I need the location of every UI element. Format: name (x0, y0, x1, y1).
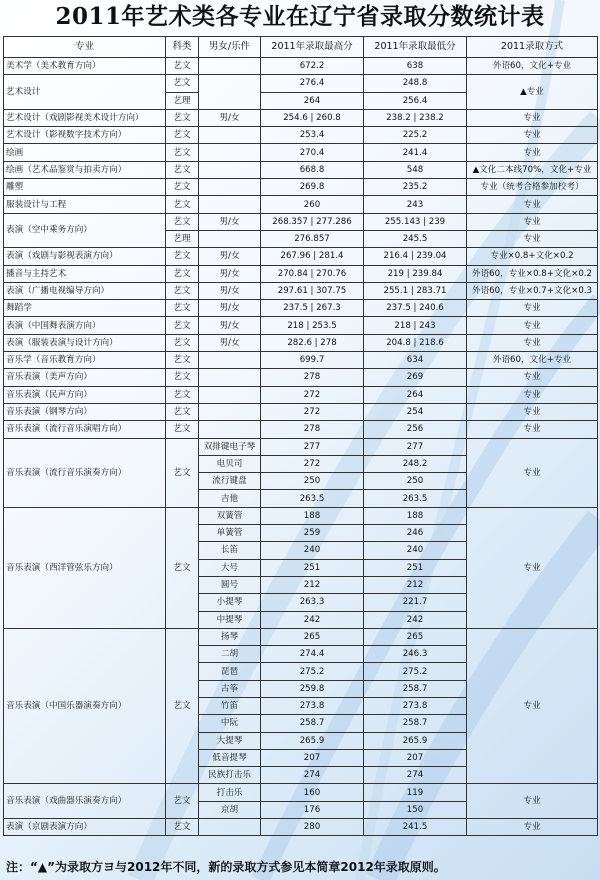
table-cell: 216.4 | 239.04 (364, 248, 467, 265)
table-cell: 舞蹈学 (4, 300, 166, 317)
table-row (4, 109, 598, 126)
table-cell: 外语60，专业×0.8+文化×0.2 (467, 265, 598, 282)
table-cell: 160 (261, 784, 364, 801)
table-cell: 男/女 (199, 213, 261, 230)
table-cell: 打击乐 (199, 784, 261, 801)
table-cell (199, 144, 261, 161)
table-cell: 297.61 | 307.75 (261, 282, 364, 299)
table-cell (199, 161, 261, 178)
table-cell: 225.2 (364, 127, 467, 144)
table-cell: 235.2 (364, 179, 467, 196)
table-cell: 艺文 (166, 213, 199, 230)
table-cell: 流行键盘 (199, 473, 261, 490)
table-cell: 外语60，文化+专业 (467, 352, 598, 369)
table-cell: 男/女 (199, 334, 261, 351)
table-cell: 270.84 | 270.76 (261, 265, 364, 282)
table-cell: 音乐表演（中国乐器演奏方向） (4, 628, 166, 784)
table-row (4, 369, 598, 386)
table-cell: 263.5 (364, 490, 467, 507)
table-cell (199, 58, 261, 75)
table-row (4, 144, 598, 161)
table-cell: 219 | 239.84 (364, 265, 467, 282)
score-table (3, 36, 598, 836)
table-cell: 246 (364, 525, 467, 542)
table-cell: 258.7 (364, 715, 467, 732)
table-cell: 专业 (467, 369, 598, 386)
table-row (4, 179, 598, 196)
table-cell: 音乐表演（戏曲器乐演奏方向） (4, 784, 166, 819)
table-cell: 274 (261, 767, 364, 784)
table-cell: 艺文 (166, 369, 199, 386)
table-cell: 专业 (467, 334, 598, 351)
table-row (4, 819, 598, 836)
header-admission-method: 2011录取方式 (467, 37, 598, 58)
header-major: 专业 (4, 37, 166, 58)
table-cell: 绘画（艺术品鉴赏与拍卖方向） (4, 161, 166, 178)
table-cell: 668.8 (261, 161, 364, 178)
table-cell: 艺文 (166, 75, 199, 92)
table-cell: 竹笛 (199, 697, 261, 714)
table-cell: 音乐表演（民声方向） (4, 386, 166, 403)
table-cell: 艺文 (166, 628, 199, 784)
table-cell: 119 (364, 784, 467, 801)
table-cell: 268.357 | 277.286 (261, 213, 364, 230)
table-cell: 二胡 (199, 646, 261, 663)
header-min-score: 2011年录取最低分 (364, 37, 467, 58)
table-cell: 243 (364, 196, 467, 213)
table-cell: 表演（广播电视编导方向） (4, 282, 166, 299)
table-cell: 民族打击乐 (199, 767, 261, 784)
table-cell: 188 (261, 507, 364, 524)
table-cell: 专业 (467, 421, 598, 438)
table-row (4, 386, 598, 403)
table-cell (199, 196, 261, 213)
table-cell: 218 | 243 (364, 317, 467, 334)
table-cell: 277 (364, 438, 467, 455)
table-cell: 表演（戏剧与影视表演方向） (4, 248, 166, 265)
table-cell: 237.5 | 267.3 (261, 300, 364, 317)
table-cell: 音乐表演（流行音乐演唱方向） (4, 421, 166, 438)
table-cell: 272 (261, 455, 364, 472)
table-cell: 672.2 (261, 58, 364, 75)
table-cell: 265 (364, 628, 467, 645)
table-cell: 艺理 (166, 230, 199, 247)
table-row (4, 317, 598, 334)
table-cell: 中提琴 (199, 611, 261, 628)
table-cell: 艺文 (166, 352, 199, 369)
table-cell: 150 (364, 801, 467, 818)
table-cell: 专业（统考合格参加校考） (467, 179, 598, 196)
table-header-row (4, 37, 598, 58)
table-row (4, 421, 598, 438)
table-cell: 265.9 (364, 732, 467, 749)
table-cell: 艺文 (166, 127, 199, 144)
table-cell: 240 (364, 542, 467, 559)
table-cell: 音乐表演（美声方向） (4, 369, 166, 386)
table-cell: 634 (364, 352, 467, 369)
table-cell: 音乐表演（西洋管弦乐方向） (4, 507, 166, 628)
table-cell: 278 (261, 369, 364, 386)
table-cell: 280 (261, 819, 364, 836)
table-cell: 269 (364, 369, 467, 386)
table-cell: 艺文 (166, 403, 199, 420)
table-cell: 548 (364, 161, 467, 178)
table-cell: 259 (261, 525, 364, 542)
table-row (4, 403, 598, 420)
page-title: 2011年艺术类各专业在辽宁省录取分数统计表 (55, 3, 545, 30)
table-cell (199, 75, 261, 110)
table-cell: 258.7 (261, 715, 364, 732)
table-cell: 艺文 (166, 179, 199, 196)
table-cell: 艺文 (166, 438, 199, 507)
table-cell: 音乐学（音乐教育方向） (4, 352, 166, 369)
table-cell: 204.8 | 218.6 (364, 334, 467, 351)
table-cell: 242 (261, 611, 364, 628)
table-cell: 256.4 (364, 92, 467, 109)
table-cell: ▲文化二本线70%，文化+专业 (467, 161, 598, 178)
table-cell: 艺文 (166, 317, 199, 334)
table-cell: 京胡 (199, 801, 261, 818)
table-cell: 美术学（美术教育方向） (4, 58, 166, 75)
table-cell: 254.6 | 260.8 (261, 109, 364, 126)
table-cell: 双排键电子琴 (199, 438, 261, 455)
table-cell: 男/女 (199, 109, 261, 126)
table-cell: 专业×0.8+文化×0.2 (467, 248, 598, 265)
header-max-score: 2011年录取最高分 (261, 37, 364, 58)
table-cell: 218 | 253.5 (261, 317, 364, 334)
table-cell: 254 (364, 403, 467, 420)
table-cell: 282.6 | 278 (261, 334, 364, 351)
table-cell: 琵琶 (199, 663, 261, 680)
table-row (4, 248, 598, 265)
table-row (4, 352, 598, 369)
table-cell: 扬琴 (199, 628, 261, 645)
table-cell: 274.4 (261, 646, 364, 663)
table-cell: 艺文 (166, 265, 199, 282)
table-cell: 低音提琴 (199, 749, 261, 766)
table-cell (199, 421, 261, 438)
table-cell: 表演（空中乘务方向） (4, 213, 166, 248)
table-cell: 256 (364, 421, 467, 438)
table-cell: 248.8 (364, 75, 467, 92)
table-cell: 音乐表演（流行音乐演奏方向） (4, 438, 166, 507)
header-gender-instrument: 男女/乐件 (199, 37, 261, 58)
table-cell: 273.8 (364, 697, 467, 714)
table-cell: 专业 (467, 507, 598, 628)
table-cell: 表演（京剧表演方向） (4, 819, 166, 836)
table-cell: 服装设计与工程 (4, 196, 166, 213)
table-cell: 270.4 (261, 144, 364, 161)
table-cell: 699.7 (261, 352, 364, 369)
table-cell: 大提琴 (199, 732, 261, 749)
table-cell: 专业 (467, 628, 598, 784)
table-row (4, 196, 598, 213)
table-row (4, 282, 598, 299)
table-cell: 265.9 (261, 732, 364, 749)
table-row (4, 127, 598, 144)
table-cell: 260 (261, 196, 364, 213)
table-cell: 专业 (467, 403, 598, 420)
table-cell: 艺文 (166, 784, 199, 819)
table-cell: 277 (261, 438, 364, 455)
table-cell: 吉他 (199, 490, 261, 507)
table-cell: 古筝 (199, 680, 261, 697)
table-cell: 275.2 (364, 663, 467, 680)
table-cell: 264 (364, 386, 467, 403)
table-cell: 251 (364, 559, 467, 576)
table-cell: 278 (261, 421, 364, 438)
table-cell: 专业 (467, 196, 598, 213)
table-cell: 255.143 | 239 (364, 213, 467, 230)
header-category: 科类 (166, 37, 199, 58)
table-cell: 艺文 (166, 421, 199, 438)
table-cell: 专业 (467, 109, 598, 126)
table-cell: 专业 (467, 127, 598, 144)
table-cell: 专业 (467, 317, 598, 334)
table-cell: 专业 (467, 230, 598, 247)
table-cell: 251 (261, 559, 364, 576)
table-cell: 237.5 | 240.6 (364, 300, 467, 317)
table-cell: 253.4 (261, 127, 364, 144)
table-cell: 专业 (467, 438, 598, 507)
table-cell: 雕塑 (4, 179, 166, 196)
table-cell: 264 (261, 92, 364, 109)
table-cell: 电贝司 (199, 455, 261, 472)
table-cell: 艺术设计（戏剧影视美术设计方向） (4, 109, 166, 126)
footnote: 注：“▲”为录取方ヨ与2012年不同，新的录取方式参见本简章2012年录取原则。 (6, 860, 446, 874)
table-cell: 188 (364, 507, 467, 524)
table-cell: ▲专业 (467, 75, 598, 110)
table-cell: 大号 (199, 559, 261, 576)
table-cell: 221.7 (364, 594, 467, 611)
table-cell: 272 (261, 386, 364, 403)
table-cell (199, 352, 261, 369)
table-cell: 艺术设计 (4, 75, 166, 110)
table-cell (199, 386, 261, 403)
table-cell: 248.2 (364, 455, 467, 472)
table-cell: 双簧管 (199, 507, 261, 524)
table-cell (199, 819, 261, 836)
table-cell: 207 (364, 749, 467, 766)
table-cell: 表演（中国舞表演方向） (4, 317, 166, 334)
table-row (4, 75, 598, 92)
table-cell: 小提琴 (199, 594, 261, 611)
table-cell: 212 (364, 576, 467, 593)
table-cell: 245.5 (364, 230, 467, 247)
table-cell: 艺文 (166, 196, 199, 213)
table-cell: 263.5 (261, 490, 364, 507)
table-cell: 艺文 (166, 334, 199, 351)
table-cell: 播音与主持艺术 (4, 265, 166, 282)
table-cell: 男/女 (199, 300, 261, 317)
table-cell: 男/女 (199, 317, 261, 334)
table-cell: 艺文 (166, 507, 199, 628)
table-cell: 艺文 (166, 161, 199, 178)
table-row (4, 265, 598, 282)
table-cell: 263.3 (261, 594, 364, 611)
table-cell: 272 (261, 403, 364, 420)
table-cell: 259.8 (261, 680, 364, 697)
table-cell: 241.5 (364, 819, 467, 836)
table-cell: 258.7 (364, 680, 467, 697)
table-cell: 专业 (467, 144, 598, 161)
table-cell: 艺文 (166, 58, 199, 75)
table-cell: 专业 (467, 300, 598, 317)
table-cell: 男/女 (199, 265, 261, 282)
table-cell: 艺文 (166, 300, 199, 317)
table-cell: 外语60，文化+专业 (467, 58, 598, 75)
table-cell: 250 (364, 473, 467, 490)
table-cell: 207 (261, 749, 364, 766)
table-cell: 表演（服装表演与设计方向） (4, 334, 166, 351)
table-cell: 212 (261, 576, 364, 593)
table-cell: 238.2 | 238.2 (364, 109, 467, 126)
table-cell: 269.8 (261, 179, 364, 196)
table-cell: 276.4 (261, 75, 364, 92)
table-cell: 艺文 (166, 282, 199, 299)
table-cell: 240 (261, 542, 364, 559)
table-cell: 绘画 (4, 144, 166, 161)
table-cell: 艺术设计（影视数字技术方向） (4, 127, 166, 144)
table-cell: 专业 (467, 213, 598, 230)
table-cell: 275.2 (261, 663, 364, 680)
table-cell: 外语60，专业×0.7+文化×0.3 (467, 282, 598, 299)
table-cell: 246.3 (364, 646, 467, 663)
table-cell: 638 (364, 58, 467, 75)
table-row (4, 334, 598, 351)
table-cell: 单簧管 (199, 525, 261, 542)
table-row (4, 628, 598, 645)
table-cell: 276.857 (261, 230, 364, 247)
table-cell: 专业 (467, 819, 598, 836)
table-cell: 专业 (467, 784, 598, 819)
table-row (4, 438, 598, 455)
table-cell: 男/女 (199, 282, 261, 299)
table-body (4, 58, 598, 836)
table-cell: 音乐表演（钢琴方向） (4, 403, 166, 420)
table-row (4, 507, 598, 524)
table-cell: 艺文 (166, 819, 199, 836)
table-cell: 176 (261, 801, 364, 818)
table-row (4, 161, 598, 178)
table-cell (199, 127, 261, 144)
table-cell: 265 (261, 628, 364, 645)
table-cell: 艺理 (166, 92, 199, 109)
table-cell: 250 (261, 473, 364, 490)
table-cell: 艺文 (166, 144, 199, 161)
table-cell: 242 (364, 611, 467, 628)
table-cell: 267.96 | 281.4 (261, 248, 364, 265)
table-cell (199, 179, 261, 196)
table-cell: 255.1 | 283.71 (364, 282, 467, 299)
table-cell: 艺文 (166, 109, 199, 126)
table-cell: 男/女 (199, 248, 261, 265)
table-cell: 长笛 (199, 542, 261, 559)
table-cell: 圆号 (199, 576, 261, 593)
table-cell: 273.8 (261, 697, 364, 714)
table-cell (199, 369, 261, 386)
table-cell: 艺文 (166, 386, 199, 403)
table-row (4, 58, 598, 75)
table-row (4, 784, 598, 801)
table-cell: 274 (364, 767, 467, 784)
table-cell: 中阮 (199, 715, 261, 732)
table-cell: 专业 (467, 386, 598, 403)
table-row (4, 213, 598, 230)
table-row (4, 300, 598, 317)
table-cell (199, 230, 261, 247)
table-cell (199, 403, 261, 420)
table-cell: 艺文 (166, 248, 199, 265)
table-cell: 241.4 (364, 144, 467, 161)
